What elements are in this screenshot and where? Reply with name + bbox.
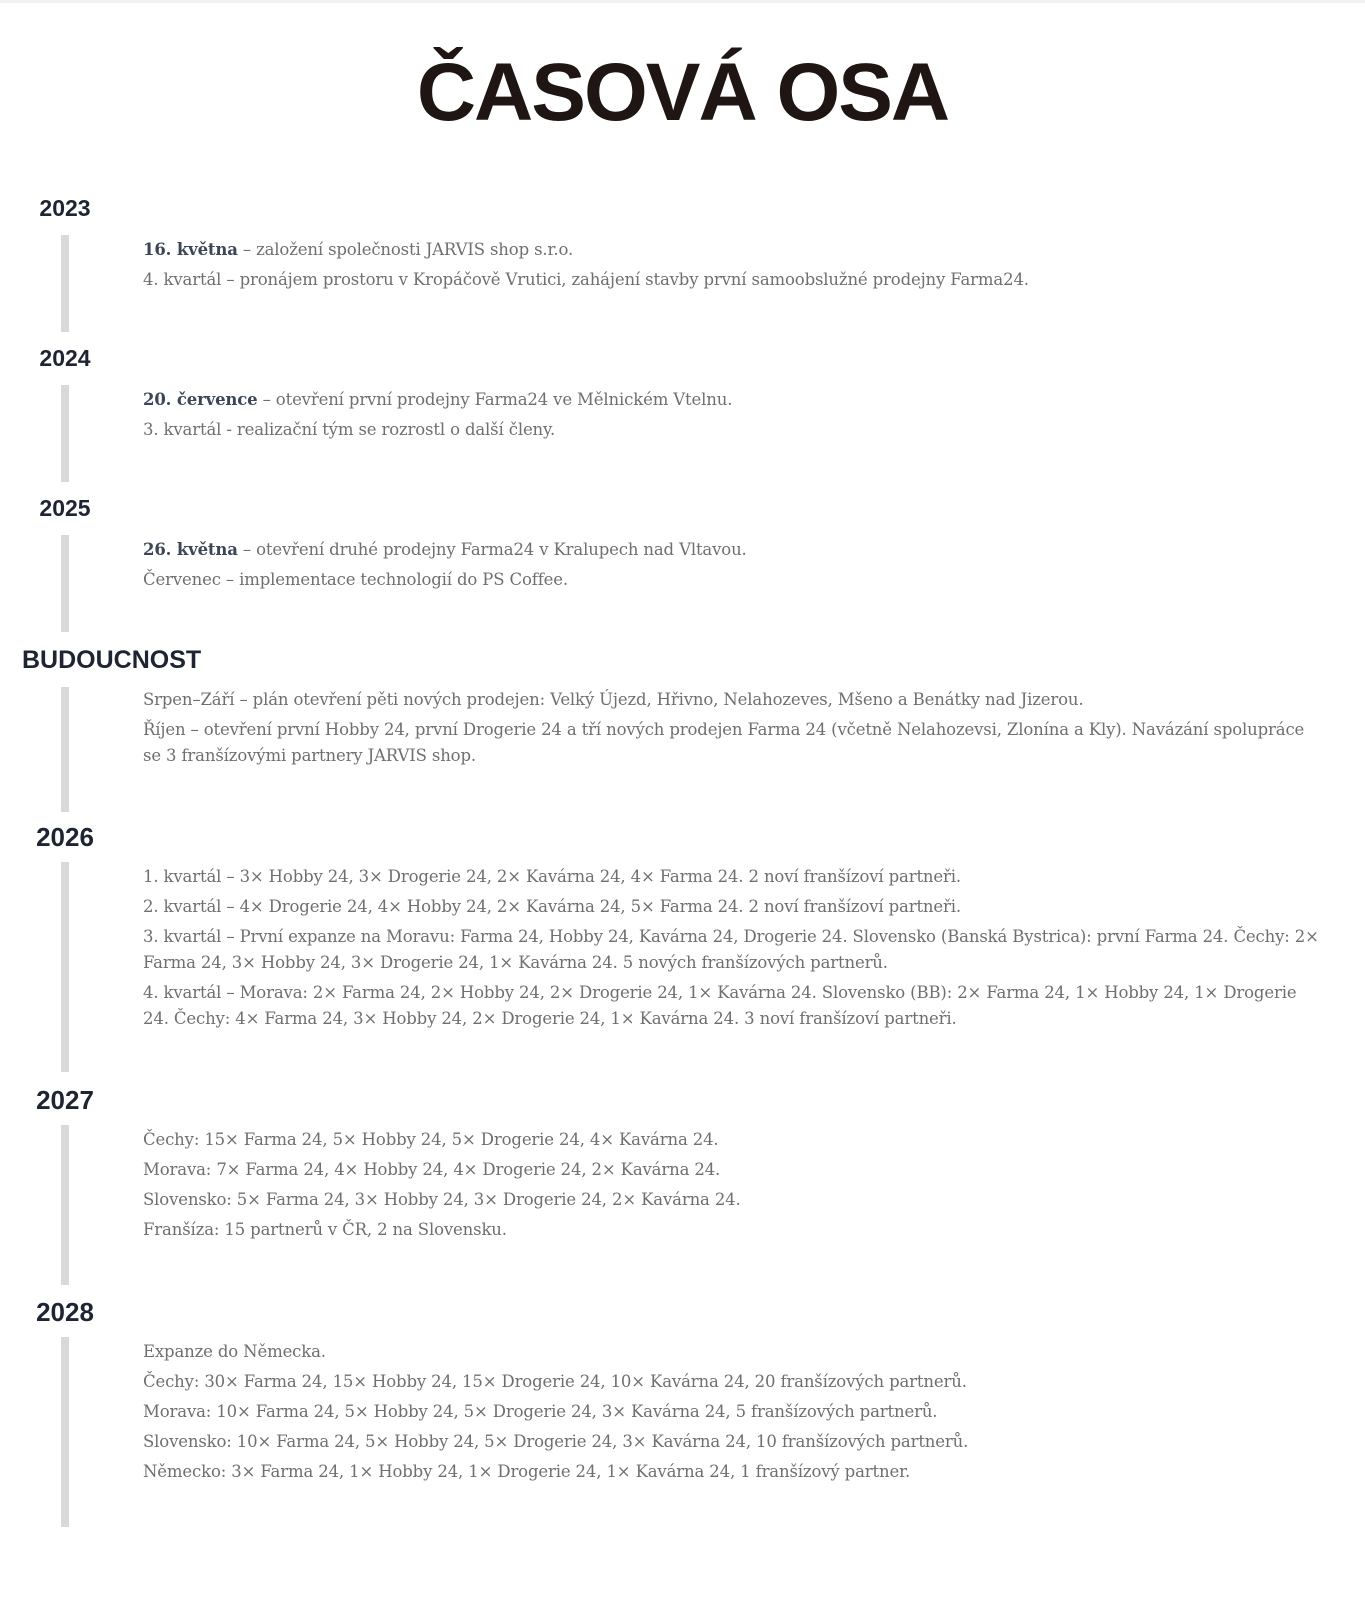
timeline-bar — [61, 385, 69, 482]
timeline-entry: 3. kvartál - realizační tým se rozrostl o další členy. — [143, 420, 556, 439]
timeline-entry: 2. kvartál – 4× Drogerie 24, 4× Hobby 24, 2× Kavárna 24, 5× Farma 24. 2 noví franšízoví partneři. — [143, 897, 961, 916]
timeline-entry: Německo: 3× Farma 24, 1× Hobby 24, 1× Drogerie 24, 1× Kavárna 24, 1 franšízový partner. — [143, 1462, 911, 1481]
entry-list — [143, 1339, 1323, 1489]
future-heading: BUDOUCNOST — [22, 646, 202, 674]
timeline-bar — [61, 1125, 69, 1285]
timeline-entry: 3. kvartál – První expanze na Moravu: Farma 24, Hobby 24, Kavárna 24, Drogerie 24. Slovensko (Banská Bystrica): první Farma 24. Čechy: 2× Farma 24, 3× Hobby 24, 3× Drogerie 24, 1× Kavárna 24. 5 nových franšízových partnerů. — [143, 927, 1319, 972]
timeline-bar — [61, 535, 69, 632]
timeline-entry: 26. května – otevření druhé prodejny Farma24 v Kralupech nad Vltavou. — [143, 540, 747, 559]
timeline-entry: Expanze do Německa. — [143, 1342, 326, 1361]
timeline-bar — [61, 1337, 69, 1527]
timeline-entry: Morava: 10× Farma 24, 5× Hobby 24, 5× Drogerie 24, 3× Kavárna 24, 5 franšízových partnerů. — [143, 1402, 938, 1421]
timeline-entry: Franšíza: 15 partnerů v ČR, 2 na Slovensku. — [143, 1220, 507, 1239]
timeline-entry: Červenec – implementace technologií do PS Coffee. — [143, 570, 569, 589]
entry-list — [143, 687, 1323, 773]
timeline-entry: 16. května – založení společnosti JARVIS shop s.r.o. — [143, 240, 574, 259]
timeline-entry: Čechy: 30× Farma 24, 15× Hobby 24, 15× Drogerie 24, 10× Kavárna 24, 20 franšízových partnerů. — [143, 1372, 967, 1391]
timeline-entry: 4. kvartál – pronájem prostoru v Kropáčově Vrutici, zahájení stavby první samoobslužné prodejny Farma24. — [143, 270, 1029, 289]
timeline-entry: Srpen–Září – plán otevření pěti nových prodejen: Velký Újezd, Hřivno, Nelahozeves, Mšeno a Benátky nad Jizerou. — [143, 690, 1084, 709]
timeline-entry: 4. kvartál – Morava: 2× Farma 24, 2× Hobby 24, 2× Drogerie 24, 1× Kavárna 24. Slovensko (BB): 2× Farma 24, 1× Hobby 24, 1× Drogerie 24. Čechy: 4× Farma 24, 3× Hobby 24, 2× Drogerie 24, 1× Kavárna 24. 3 noví franšízoví partneři. — [143, 983, 1297, 1028]
year-heading: 2023 — [39, 195, 91, 221]
timeline-entry: 1. kvartál – 3× Hobby 24, 3× Drogerie 24, 2× Kavárna 24, 4× Farma 24. 2 noví franšízoví partneři. — [143, 867, 961, 886]
entry-list — [143, 237, 1323, 297]
page-title: ČASOVÁ OSA — [416, 47, 949, 138]
year-heading: 2024 — [39, 345, 91, 371]
entry-list — [143, 537, 1323, 597]
timeline-bar — [61, 687, 69, 812]
year-heading: 2027 — [36, 1085, 94, 1115]
year-heading: 2026 — [36, 822, 94, 852]
timeline-entry: 20. července – otevření první prodejny Farma24 ve Mělnickém Vtelnu. — [143, 390, 733, 409]
timeline-entry: Čechy: 15× Farma 24, 5× Hobby 24, 5× Drogerie 24, 4× Kavárna 24. — [143, 1130, 719, 1149]
year-heading: 2028 — [36, 1297, 94, 1327]
timeline-entry: Slovensko: 10× Farma 24, 5× Hobby 24, 5× Drogerie 24, 3× Kavárna 24, 10 franšízových partnerů. — [143, 1432, 969, 1451]
timeline-bar — [61, 235, 69, 332]
timeline-bar — [61, 862, 69, 1072]
entry-list — [143, 1127, 1323, 1247]
entry-list — [143, 864, 1323, 1036]
timeline-entry: Slovensko: 5× Farma 24, 3× Hobby 24, 3× Drogerie 24, 2× Kavárna 24. — [143, 1190, 741, 1209]
timeline-entry: Morava: 7× Farma 24, 4× Hobby 24, 4× Drogerie 24, 2× Kavárna 24. — [143, 1160, 721, 1179]
top-divider — [0, 0, 1365, 3]
entry-list — [143, 387, 1323, 447]
timeline-entry: Říjen – otevření první Hobby 24, první Drogerie 24 a tří nových prodejen Farma 24 (včetně Nelahozevsi, Zlonína a Kly). Navázání spolupráce se 3 franšízovými partnery JARVIS shop. — [143, 720, 1305, 765]
year-heading: 2025 — [39, 495, 91, 521]
